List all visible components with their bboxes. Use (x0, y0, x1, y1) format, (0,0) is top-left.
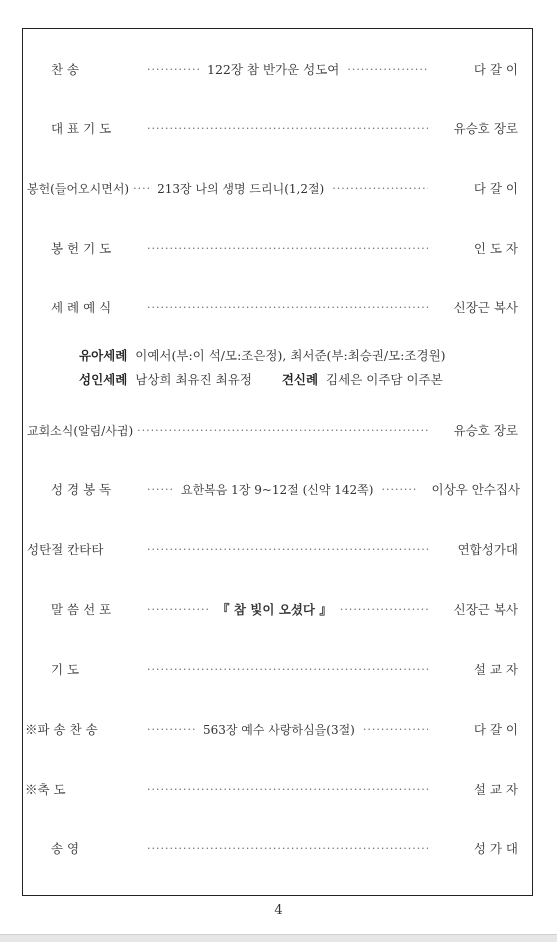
worship-item-announcements (23, 418, 532, 442)
item-performer: 설 교 자 (473, 662, 518, 677)
leader-dots (363, 723, 428, 736)
item-label: 말 씀 선 포 (51, 602, 112, 617)
worship-item-hymn (23, 57, 532, 81)
worship-item-scripture (23, 477, 532, 501)
item-performer: 인 도 자 (473, 241, 518, 256)
item-label: 봉헌(들어오시면서) (27, 181, 130, 196)
item-performer: 연합성가대 (457, 542, 518, 557)
item-detail: 122장 참 반가운 성도여 (207, 62, 340, 77)
leader-dots (340, 603, 428, 616)
adult-baptism-line (79, 370, 443, 388)
item-detail: 213장 나의 생명 드리니(1,2절) (157, 181, 325, 196)
worship-item-prayer (23, 116, 532, 140)
infant-baptism-names: 이예서(부:이 석/모:조은정), 최서준(부:최승권/모:조경원) (135, 348, 446, 363)
leader-dots (347, 63, 428, 76)
worship-item-doxology (23, 836, 532, 860)
item-label: ※파 송 찬 송 (25, 722, 98, 737)
adult-baptism-names: 남상희 최유진 최유정 (135, 372, 252, 387)
worship-item-offering (23, 176, 532, 200)
leader-dots (147, 723, 195, 736)
item-label: ※축 도 (25, 782, 66, 797)
leader-dots (133, 182, 149, 195)
item-performer: 이상우 안수집사 (431, 482, 520, 497)
worship-item-prayer-2 (23, 657, 532, 681)
item-label: 찬 송 (51, 62, 80, 77)
sermon-title: 『 참 빛이 오셨다 』 (217, 602, 332, 617)
leader-dots (147, 122, 428, 135)
leader-dots (147, 63, 199, 76)
adult-baptism-label: 성인세례 (79, 372, 128, 387)
item-performer: 성 가 대 (473, 841, 518, 856)
item-label: 교회소식(알림/사귐) (27, 423, 134, 438)
worship-item-baptism (23, 295, 532, 319)
item-label: 성 경 봉 독 (51, 482, 112, 497)
item-performer: 다 갈 이 (473, 181, 518, 196)
leader-dots (147, 301, 428, 314)
item-performer: 다 갈 이 (473, 722, 518, 737)
worship-item-sending-hymn (23, 717, 532, 741)
item-detail (213, 600, 336, 618)
worship-item-sermon (23, 597, 532, 621)
item-performer: 유승호 장로 (453, 121, 518, 136)
item-detail: 요한복음 1장 9~12절 (신약 142쪽) (181, 482, 374, 497)
item-label: 기 도 (51, 662, 80, 677)
leader-dots (147, 842, 428, 855)
item-label: 봉 헌 기 도 (51, 241, 112, 256)
item-detail: 563장 예수 사랑하심을(3절) (203, 722, 355, 737)
item-performer: 신장근 복사 (453, 602, 518, 617)
item-label: 송 영 (51, 841, 80, 856)
item-performer: 유승호 장로 (453, 423, 518, 438)
item-label: 세 례 예 식 (51, 300, 112, 315)
leader-dots (147, 663, 428, 676)
worship-item-cantata (23, 537, 532, 561)
item-performer: 신장근 복사 (453, 300, 518, 315)
leader-dots (332, 182, 428, 195)
leader-dots (381, 483, 416, 496)
item-performer: 설 교 자 (473, 782, 518, 797)
leader-dots (137, 424, 428, 437)
worship-item-benediction (23, 777, 532, 801)
page-number: 4 (274, 903, 283, 918)
leader-dots (147, 603, 209, 616)
item-label: 대 표 기 도 (51, 121, 112, 136)
order-of-worship-box (22, 28, 533, 896)
leader-dots (147, 543, 428, 556)
infant-baptism-line (79, 346, 446, 364)
leader-dots (147, 483, 173, 496)
confirmation-names: 김세은 이주담 이주본 (326, 372, 443, 387)
confirmation-label: 견신례 (281, 372, 319, 387)
item-label: 성탄절 칸타타 (27, 542, 104, 557)
infant-baptism-label: 유아세례 (79, 348, 128, 363)
leader-dots (147, 783, 428, 796)
item-performer: 다 갈 이 (473, 62, 518, 77)
worship-item-offering-prayer (23, 236, 532, 260)
leader-dots (147, 242, 428, 255)
